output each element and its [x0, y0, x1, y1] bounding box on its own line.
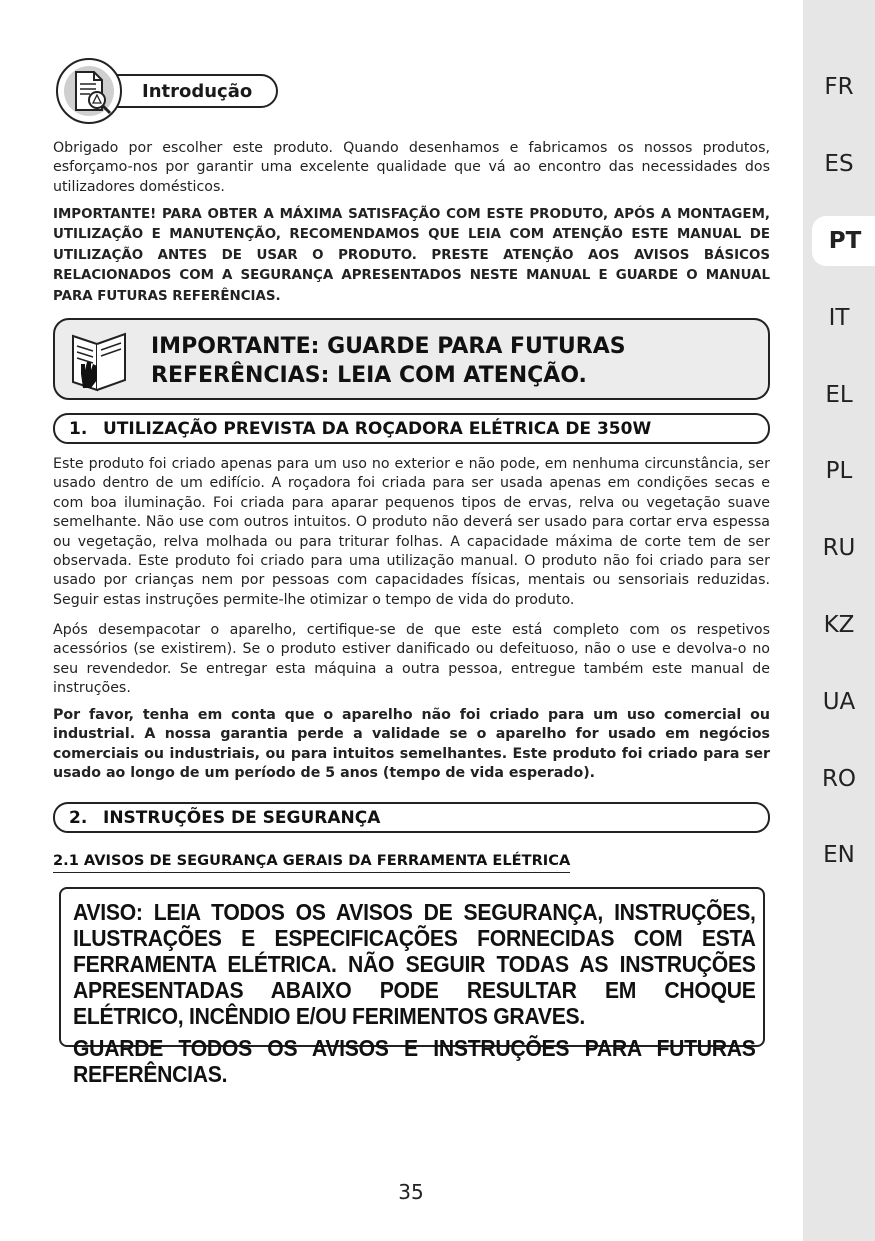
section-1-paragraph-2: Após desempacotar o aparelho, certifique-se de que este está completo com os respetivos acessórios (se existirem). Se o produto estiver danificado ou defeituoso, não o use e devolva-o no seu revendedor. Se entregar esta máquina a outra pessoa, entregue também este manual de instruções.: [53, 622, 770, 697]
lang-tab-fr[interactable]: FR: [824, 74, 854, 100]
lang-tab-en[interactable]: EN: [823, 842, 855, 868]
lang-tab-el[interactable]: EL: [825, 382, 853, 408]
section-1-paragraph-3: Por favor, tenha em conta que o aparelho não foi criado para um uso comercial ou industrial. A nossa garantia perde a validade se o aparelho for usado em negócios comerciais ou industriais, ou para intuitos semelhantes. Este produto foi criado para ser usado ao longo de um período de 5 anos (tempo de vida esperado).: [53, 707, 770, 782]
section-1-title: UTILIZAÇÃO PREVISTA DA ROÇADORA ELÉTRICA DE 350W: [103, 418, 652, 439]
important-title-line2: REFERÊNCIAS: LEIA COM ATENÇÃO.: [151, 363, 587, 388]
warning-box: [59, 887, 765, 1087]
language-sidebar: [803, 0, 875, 1241]
warning-main-text: AVISO: LEIA TODOS OS AVISOS DE SEGURANÇA, INSTRUÇÕES, ILUSTRAÇÕES E ESPECIFICAÇÕES FORNECIDAS COM ESTA FERRAMENTA ELÉTRICA. NÃO SEGUIR TODAS AS INSTRUÇÕES APRESENTADAS ABAIXO PODE RESULTAR EM CHOQUE ELÉTRICO, INCÊNDIO E/OU FERIMENTOS GRAVES.: [73, 899, 756, 1029]
section-1-number: 1.: [69, 418, 88, 439]
intro-heading: Introdução: [88, 74, 278, 108]
lang-tab-ro[interactable]: RO: [821, 766, 857, 792]
important-title-line1: IMPORTANTE: GUARDE PARA FUTURAS: [151, 334, 626, 359]
page-number: 35: [398, 1180, 424, 1204]
important-box: [53, 318, 770, 400]
section-2-title: INSTRUÇÕES DE SEGURANÇA: [103, 807, 381, 828]
document-warning-icon: [56, 58, 122, 124]
lang-tab-ru[interactable]: RU: [822, 535, 856, 561]
section-2-number: 2.: [69, 807, 88, 828]
manual-book-hand-icon: [67, 328, 133, 394]
lang-tab-kz[interactable]: KZ: [823, 612, 855, 638]
important-notice: IMPORTANTE! PARA OBTER A MÁXIMA SATISFAÇÃO COM ESTE PRODUTO, APÓS A MONTAGEM, UTILIZAÇÃO E MANUTENÇÃO, RECOMENDAMOS QUE LEIA COM ATENÇÃO ESTE MANUAL DE UTILIZAÇÃO ANTES DE USAR O PRODUTO. PRESTE ATENÇÃO AOS AVISOS BÁSICOS RELACIONADOS COM A SEGURANÇA APRESENTADOS NESTE MANUAL E GUARDE O MANUAL PARA FUTURAS REFERÊNCIAS.: [53, 207, 770, 304]
lang-tab-es[interactable]: ES: [824, 151, 854, 177]
lang-tab-pt[interactable]: PT: [812, 216, 875, 266]
lang-tab-it[interactable]: IT: [828, 305, 850, 331]
section-1-heading: [53, 413, 770, 444]
section-1-paragraph-1: Este produto foi criado apenas para um uso no exterior e não pode, em nenhuma circunstância, ser usado dentro de um edifício. A roçadora foi criada para ser usada apenas em condições secas e com boa iluminação. Foi criada para aparar pequenos tipos de ervas, relva ou vegetação suave semelhante. Não use com outros intuitos. O produto não deverá ser usado para cortar erva espessa ou vegetação, relva molhada ou para triturar folhas. A capacidade máxima de corte tem de ser observada. Este produto foi criado para uma utilização manual. O produto não foi criado para ser usado por crianças nem por pessoas com capacidades físicas, mentais ou sensoriais reduzidas. Seguir estas instruções permite-lhe otimizar o tempo de vida do produto.: [53, 456, 770, 608]
section-2-heading: [53, 802, 770, 833]
intro-paragraph: Obrigado por escolher este produto. Quando desenhamos e fabricamos os nossos produtos, esforçamo-nos por garantir uma excelente qualidade que vá ao encontro das necessidades dos utilizadores domésticos.: [53, 140, 770, 195]
warning-keep-text: GUARDE TODOS OS AVISOS E INSTRUÇÕES PARA FUTURAS REFERÊNCIAS.: [73, 1035, 756, 1087]
section-2-1-subheading: 2.1 AVISOS DE SEGURANÇA GERAIS DA FERRAMENTA ELÉTRICA: [53, 852, 570, 873]
lang-tab-pl[interactable]: PL: [825, 458, 853, 484]
lang-tab-ua[interactable]: UA: [822, 689, 856, 715]
